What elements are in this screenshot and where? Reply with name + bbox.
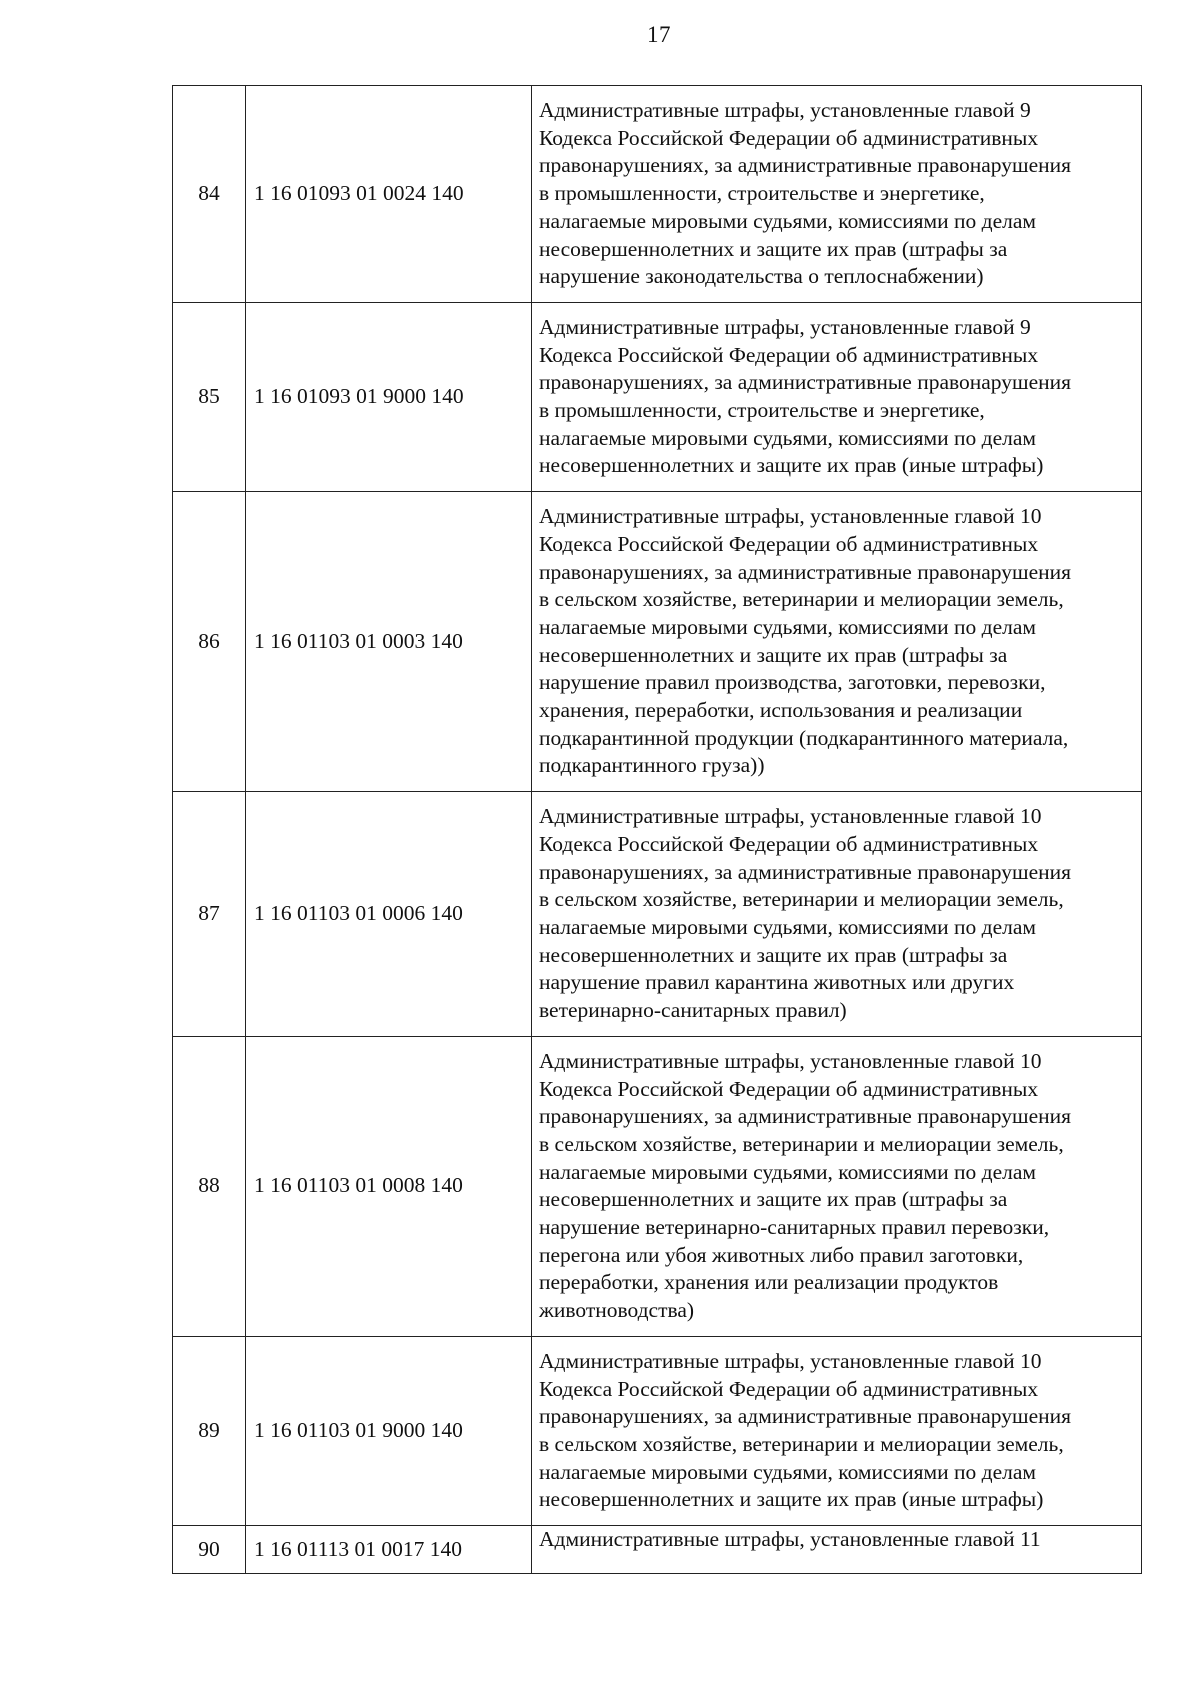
row-number: 89 bbox=[173, 1336, 246, 1525]
description-line: подкарантинного груза)) bbox=[539, 753, 765, 778]
description-line: Кодекса Российской Федерации об административных bbox=[539, 831, 1039, 856]
budget-code: 1 16 01103 01 0003 140 bbox=[246, 492, 532, 792]
description-line: переработки, хранения или реализации продуктов bbox=[539, 1270, 999, 1295]
table-row bbox=[173, 492, 1142, 792]
page-number: 17 bbox=[647, 22, 671, 47]
description-line: Административные штрафы, установленные главой 11 bbox=[539, 1527, 1041, 1552]
description-line: несовершеннолетних и защите их прав (штрафы за bbox=[539, 1187, 1008, 1212]
description-line: Административные штрафы, установленные главой 9 bbox=[539, 314, 1031, 339]
description-line: несовершеннолетних и защите их прав (иные штрафы) bbox=[539, 1487, 1044, 1512]
description-line: правонарушениях, за административные правонарушения bbox=[539, 153, 1072, 178]
description-line: нарушение ветеринарно-санитарных правил перевозки, bbox=[539, 1215, 1050, 1240]
fines-table-body bbox=[173, 86, 1142, 1574]
table-row bbox=[173, 302, 1142, 491]
description-line: налагаемые мировыми судьями, комиссиями по делам bbox=[539, 914, 1036, 939]
description-line: налагаемые мировыми судьями, комиссиями по делам bbox=[539, 425, 1036, 450]
description-line: правонарушениях, за административные правонарушения bbox=[539, 859, 1072, 884]
description-line: правонарушениях, за административные правонарушения bbox=[539, 1404, 1072, 1429]
description-line: хранения, переработки, использования и реализации bbox=[539, 698, 1023, 723]
row-number: 86 bbox=[173, 492, 246, 792]
description-line: в сельском хозяйстве, ветеринарии и мелиорации земель, bbox=[539, 1431, 1064, 1456]
row-description bbox=[532, 792, 1142, 1037]
description-line: в сельском хозяйстве, ветеринарии и мелиорации земель, bbox=[539, 587, 1064, 612]
row-description bbox=[532, 302, 1142, 491]
description-line: Кодекса Российской Федерации об административных bbox=[539, 1076, 1039, 1101]
description-line: налагаемые мировыми судьями, комиссиями по делам bbox=[539, 1459, 1036, 1484]
description-line: нарушение правил карантина животных или других bbox=[539, 970, 1015, 995]
description-line: несовершеннолетних и защите их прав (иные штрафы) bbox=[539, 453, 1044, 478]
row-number: 87 bbox=[173, 792, 246, 1037]
budget-code: 1 16 01093 01 9000 140 bbox=[246, 302, 532, 491]
budget-code: 1 16 01103 01 0008 140 bbox=[246, 1036, 532, 1336]
description-line: в сельском хозяйстве, ветеринарии и мелиорации земель, bbox=[539, 887, 1064, 912]
description-line: Кодекса Российской Федерации об административных bbox=[539, 125, 1039, 150]
row-description bbox=[532, 1036, 1142, 1336]
description-line: в промышленности, строительстве и энергетике, bbox=[539, 181, 985, 206]
row-description bbox=[532, 1526, 1142, 1574]
budget-code: 1 16 01103 01 9000 140 bbox=[246, 1336, 532, 1525]
budget-code: 1 16 01113 01 0017 140 bbox=[246, 1526, 532, 1574]
description-line: перегона или убоя животных либо правил заготовки, bbox=[539, 1242, 1024, 1267]
description-line: нарушение правил производства, заготовки, перевозки, bbox=[539, 670, 1046, 695]
table-row bbox=[173, 86, 1142, 303]
description-line: Кодекса Российской Федерации об административных bbox=[539, 1376, 1039, 1401]
row-number: 84 bbox=[173, 86, 246, 303]
description-line: налагаемые мировыми судьями, комиссиями по делам bbox=[539, 208, 1036, 233]
row-description bbox=[532, 492, 1142, 792]
row-number: 85 bbox=[173, 302, 246, 491]
description-line: Административные штрафы, установленные главой 10 bbox=[539, 1048, 1042, 1073]
table-row bbox=[173, 792, 1142, 1037]
description-line: нарушение законодательства о теплоснабжении) bbox=[539, 264, 984, 289]
description-line: Административные штрафы, установленные главой 9 bbox=[539, 98, 1031, 122]
description-line: Кодекса Российской Федерации об административных bbox=[539, 342, 1039, 367]
row-description bbox=[532, 86, 1142, 303]
table-row bbox=[173, 1036, 1142, 1336]
row-description bbox=[532, 1336, 1142, 1525]
row-number: 88 bbox=[173, 1036, 246, 1336]
description-line: Административные штрафы, установленные главой 10 bbox=[539, 504, 1042, 529]
description-line: в промышленности, строительстве и энергетике, bbox=[539, 398, 985, 423]
description-line: налагаемые мировыми судьями, комиссиями по делам bbox=[539, 1159, 1036, 1184]
table-row bbox=[173, 1526, 1142, 1574]
description-line: правонарушениях, за административные правонарушения bbox=[539, 1104, 1072, 1129]
description-line: ветеринарно-санитарных правил) bbox=[539, 998, 847, 1023]
description-line: правонарушениях, за административные правонарушения bbox=[539, 370, 1072, 395]
budget-code: 1 16 01093 01 0024 140 bbox=[246, 86, 532, 303]
description-line: несовершеннолетних и защите их прав (штрафы за bbox=[539, 236, 1008, 261]
description-line: несовершеннолетних и защите их прав (штрафы за bbox=[539, 642, 1008, 667]
description-line: в сельском хозяйстве, ветеринарии и мелиорации земель, bbox=[539, 1131, 1064, 1156]
description-line: правонарушениях, за административные правонарушения bbox=[539, 559, 1072, 584]
description-line: Кодекса Российской Федерации об административных bbox=[539, 531, 1039, 556]
description-line: Административные штрафы, установленные главой 10 bbox=[539, 804, 1042, 829]
row-number: 90 bbox=[173, 1526, 246, 1574]
table-row bbox=[173, 1336, 1142, 1525]
description-line: налагаемые мировыми судьями, комиссиями по делам bbox=[539, 614, 1036, 639]
description-line: подкарантинной продукции (подкарантинного материала, bbox=[539, 725, 1069, 750]
description-line: Административные штрафы, установленные главой 10 bbox=[539, 1348, 1042, 1373]
description-line: несовершеннолетних и защите их прав (штрафы за bbox=[539, 942, 1008, 967]
budget-code: 1 16 01103 01 0006 140 bbox=[246, 792, 532, 1037]
fines-table bbox=[172, 85, 1142, 1574]
description-line: животноводства) bbox=[539, 1298, 695, 1323]
